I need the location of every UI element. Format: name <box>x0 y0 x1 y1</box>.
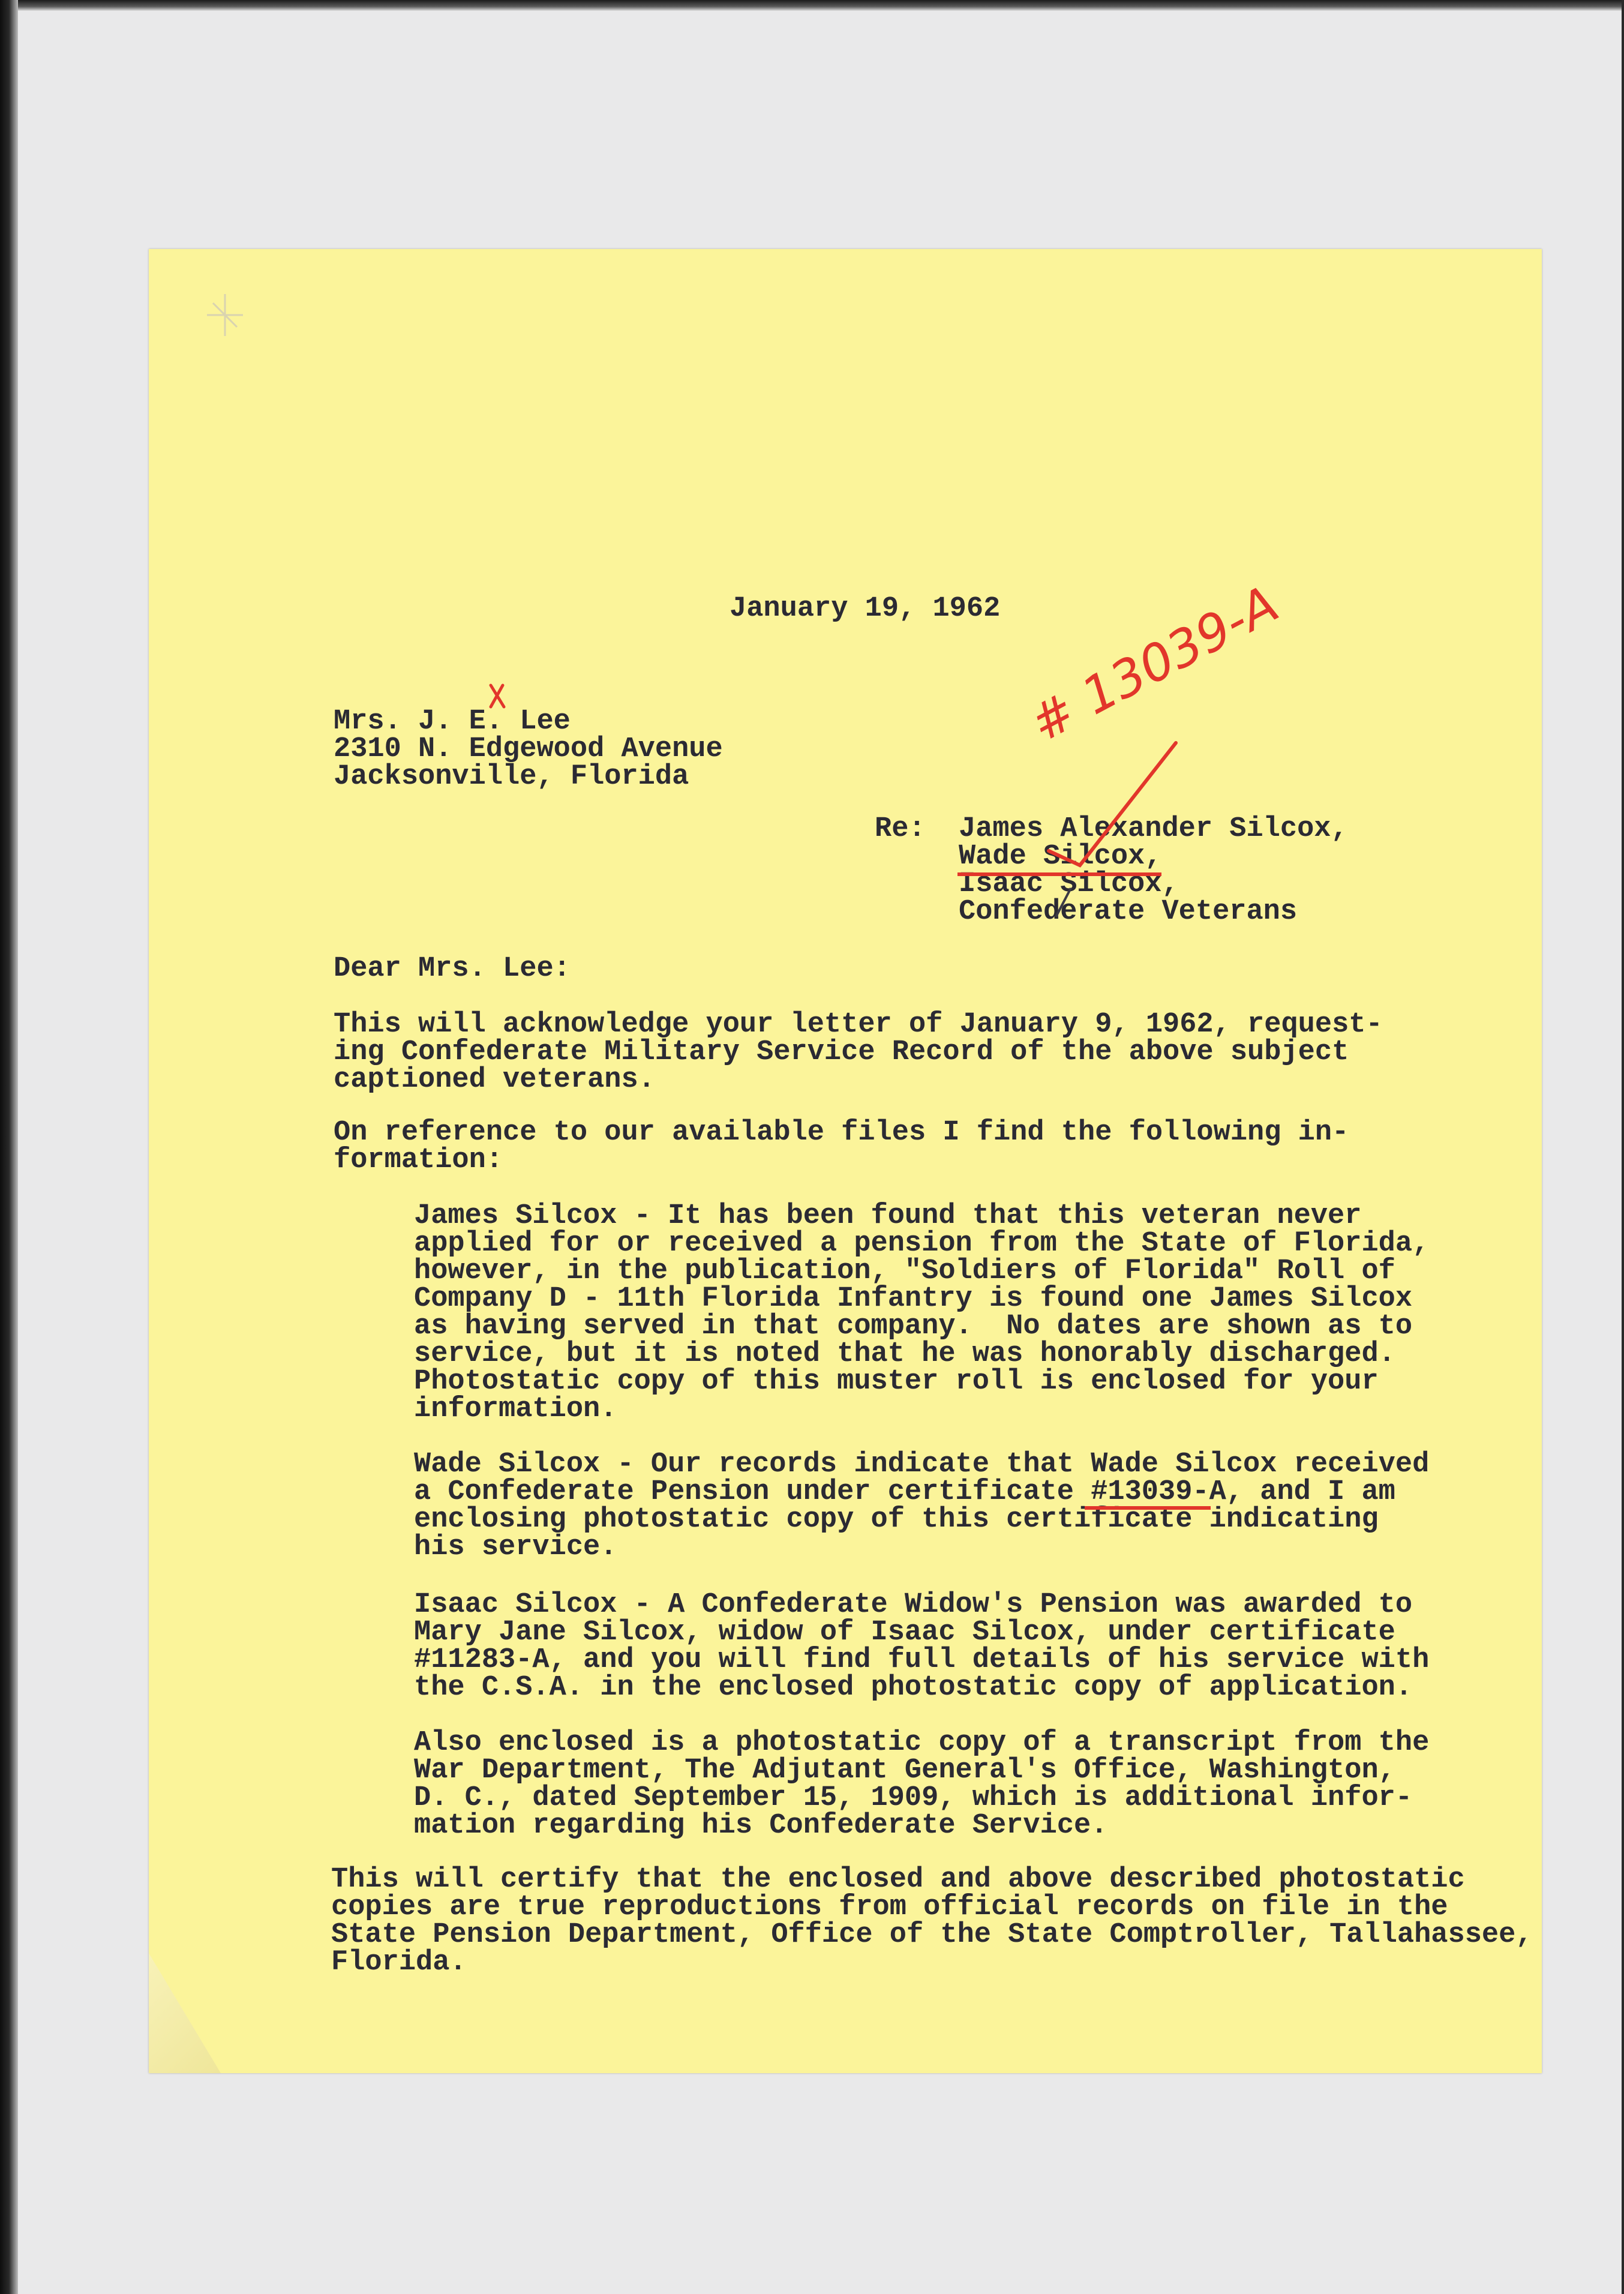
text-line: Company D - 11th Florida Infantry is found one James Silcox <box>414 1283 1413 1315</box>
text-line: This will acknowledge your letter of January 9, 1962, request- <box>334 1009 1383 1040</box>
text-line: Florida. <box>331 1947 467 1978</box>
text-line: Also enclosed is a photostatic copy of a transcript from the <box>414 1727 1430 1759</box>
text-line: formation: <box>334 1144 503 1176</box>
text-line: mation regarding his Confederate Service. <box>414 1810 1108 1842</box>
text-line: as having served in that company. No dates are shown as to <box>414 1311 1413 1342</box>
slash-mark <box>1056 888 1071 917</box>
text-line: ing Confederate Military Service Record of the above subject <box>334 1036 1349 1068</box>
text-line: enclosing photostatic copy of this certificate indicating <box>414 1504 1379 1536</box>
text-line: his service. <box>414 1531 617 1563</box>
letter-date: January 19, 1962 <box>730 593 1001 625</box>
text-line: War Department, The Adjutant General's Office, Washington, <box>414 1755 1395 1786</box>
address-line: Mrs. J. E. Lee <box>334 706 571 737</box>
text-line: Isaac Silcox - A Confederate Widow's Pension was awarded to <box>414 1589 1413 1621</box>
address-line: Jacksonville, Florida <box>334 761 689 793</box>
text-line: information. <box>414 1393 617 1425</box>
address-line: 2310 N. Edgewood Avenue <box>334 733 723 765</box>
subject-line: Wade Silcox, <box>959 841 1162 872</box>
text-line: D. C., dated September 15, 1909, which is additional infor- <box>414 1782 1413 1814</box>
text-line: This will certify that the enclosed and above described photostatic <box>331 1864 1465 1896</box>
check-mark <box>1049 743 1176 865</box>
text-line: State Pension Department, Office of the State Comptroller, Tallahassee, <box>331 1919 1533 1951</box>
handwritten-certificate-number <box>1020 574 1287 754</box>
text-line: however, in the publication, "Soldiers of Florida" Roll of <box>414 1255 1395 1287</box>
subject-label: Re: <box>875 813 926 845</box>
text-line: service, but it is noted that he was honorably discharged. <box>414 1338 1395 1370</box>
text-line: On reference to our available files I find the following in- <box>334 1117 1349 1149</box>
subject-line: Isaac Silcox, <box>959 868 1179 900</box>
salutation: Dear Mrs. Lee: <box>334 953 571 985</box>
text-line: James Silcox - It has been found that this veteran never <box>414 1200 1362 1232</box>
text-line: Mary Jane Silcox, widow of Isaac Silcox, under certificate <box>414 1617 1395 1648</box>
text-line: copies are true reproductions from official records on file in the <box>331 1891 1448 1923</box>
text-line: #11283-A, and you will find full details of his service with <box>414 1644 1430 1676</box>
handwritten-number-text: # 13039-A <box>1020 574 1288 754</box>
cross-mark <box>491 685 504 707</box>
subject-line: James Alexander Silcox, <box>959 813 1348 845</box>
text-line: the C.S.A. in the enclosed photostatic copy of application. <box>414 1672 1413 1704</box>
text-line: captioned veterans. <box>334 1064 655 1096</box>
text-line: Photostatic copy of this muster roll is enclosed for your <box>414 1366 1379 1398</box>
text-line: a Confederate Pension under certificate #13039-A, and I am <box>414 1476 1395 1508</box>
text-line: Wade Silcox - Our records indicate that Wade Silcox received <box>414 1449 1430 1480</box>
subject-line: Confederate Veterans <box>959 896 1298 928</box>
text-line: applied for or received a pension from the State of Florida, <box>414 1228 1430 1260</box>
